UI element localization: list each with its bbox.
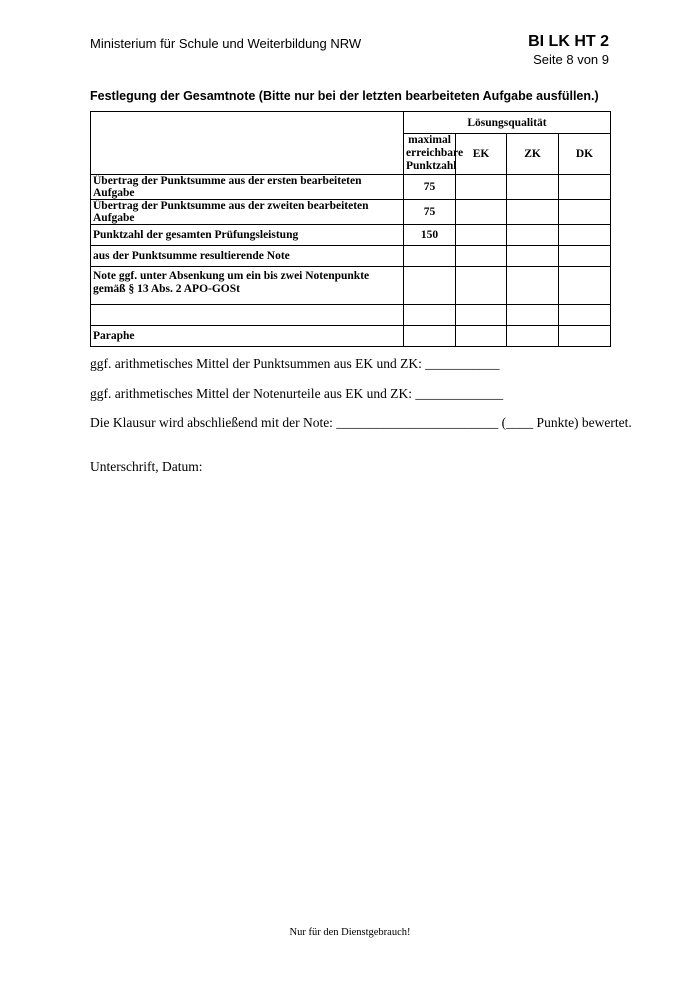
row-label: Note ggf. unter Absenkung um ein bis zwei Notenpunkte gemäß § 13 Abs. 2 APO-GOSt	[91, 266, 404, 304]
cell-dk[interactable]	[559, 199, 611, 224]
cell-dk[interactable]	[559, 266, 611, 304]
cell-dk[interactable]	[559, 325, 611, 346]
final-grade-line: Die Klausur wird abschließend mit der Note: ________________________ (____ Punkte) bewertet.	[90, 415, 632, 430]
mean-points-line: ggf. arithmetisches Mittel der Punktsummen aus EK und ZK: ___________	[90, 356, 500, 371]
table-row	[91, 245, 611, 266]
cell-zk[interactable]	[507, 325, 559, 346]
cell-zk[interactable]	[507, 245, 559, 266]
column-ek: EK	[456, 134, 507, 175]
table-row	[91, 224, 611, 245]
row-label	[91, 304, 404, 325]
ministry-name: Ministerium für Schule und Weiterbildung NRW	[90, 36, 362, 51]
cell-ek[interactable]	[456, 224, 507, 245]
table-row	[91, 174, 611, 199]
signature-line: Unterschrift, Datum:	[90, 459, 203, 474]
row-max-points	[404, 325, 456, 346]
row-max-points	[404, 266, 456, 304]
cell-ek[interactable]	[456, 199, 507, 224]
document-code: BI LK HT 2	[528, 33, 609, 50]
row-max-points: 75	[404, 199, 456, 224]
row-max-points	[404, 304, 456, 325]
row-label: Punktzahl der gesamten Prüfungsleistung	[91, 224, 404, 245]
table-header-row	[91, 112, 611, 134]
row-max-points: 75	[404, 174, 456, 199]
footer-note: Nur für den Dienstgebrauch!	[289, 927, 411, 938]
cell-ek[interactable]	[456, 245, 507, 266]
column-dk: DK	[559, 134, 611, 175]
mean-grades-line: ggf. arithmetisches Mittel der Notenurteile aus EK und ZK: _____________	[90, 386, 504, 401]
table-row	[91, 266, 611, 304]
quality-header: Lösungsqualität	[404, 112, 611, 134]
table-corner-cell	[91, 112, 404, 175]
row-label: Paraphe	[91, 325, 404, 346]
cell-dk[interactable]	[559, 304, 611, 325]
cell-ek[interactable]	[456, 266, 507, 304]
cell-zk[interactable]	[507, 266, 559, 304]
grade-table	[90, 111, 611, 347]
cell-ek[interactable]	[456, 174, 507, 199]
cell-dk[interactable]	[559, 245, 611, 266]
cell-zk[interactable]	[507, 304, 559, 325]
max-points-header: maximal erreichbare Punktzahl	[404, 134, 456, 175]
table-row	[91, 199, 611, 224]
cell-ek[interactable]	[456, 325, 507, 346]
row-max-points: 150	[404, 224, 456, 245]
cell-zk[interactable]	[507, 224, 559, 245]
row-label: aus der Punktsumme resultierende Note	[91, 245, 404, 266]
cell-zk[interactable]	[507, 199, 559, 224]
cell-zk[interactable]	[507, 174, 559, 199]
row-max-points	[404, 245, 456, 266]
section-title: Festlegung der Gesamtnote (Bitte nur bei der letzten bearbeiteten Aufgabe ausfüllen.)	[90, 89, 599, 103]
row-label: Übertrag der Punktsumme aus der ersten bearbeiteten Aufgabe	[91, 174, 404, 199]
table-row	[91, 304, 611, 325]
page-number: Seite 8 von 9	[533, 52, 609, 67]
cell-dk[interactable]	[559, 224, 611, 245]
table-row	[91, 325, 611, 346]
row-label: Übertrag der Punktsumme aus der zweiten bearbeiteten Aufgabe	[91, 199, 404, 224]
cell-ek[interactable]	[456, 304, 507, 325]
column-zk: ZK	[507, 134, 559, 175]
cell-dk[interactable]	[559, 174, 611, 199]
